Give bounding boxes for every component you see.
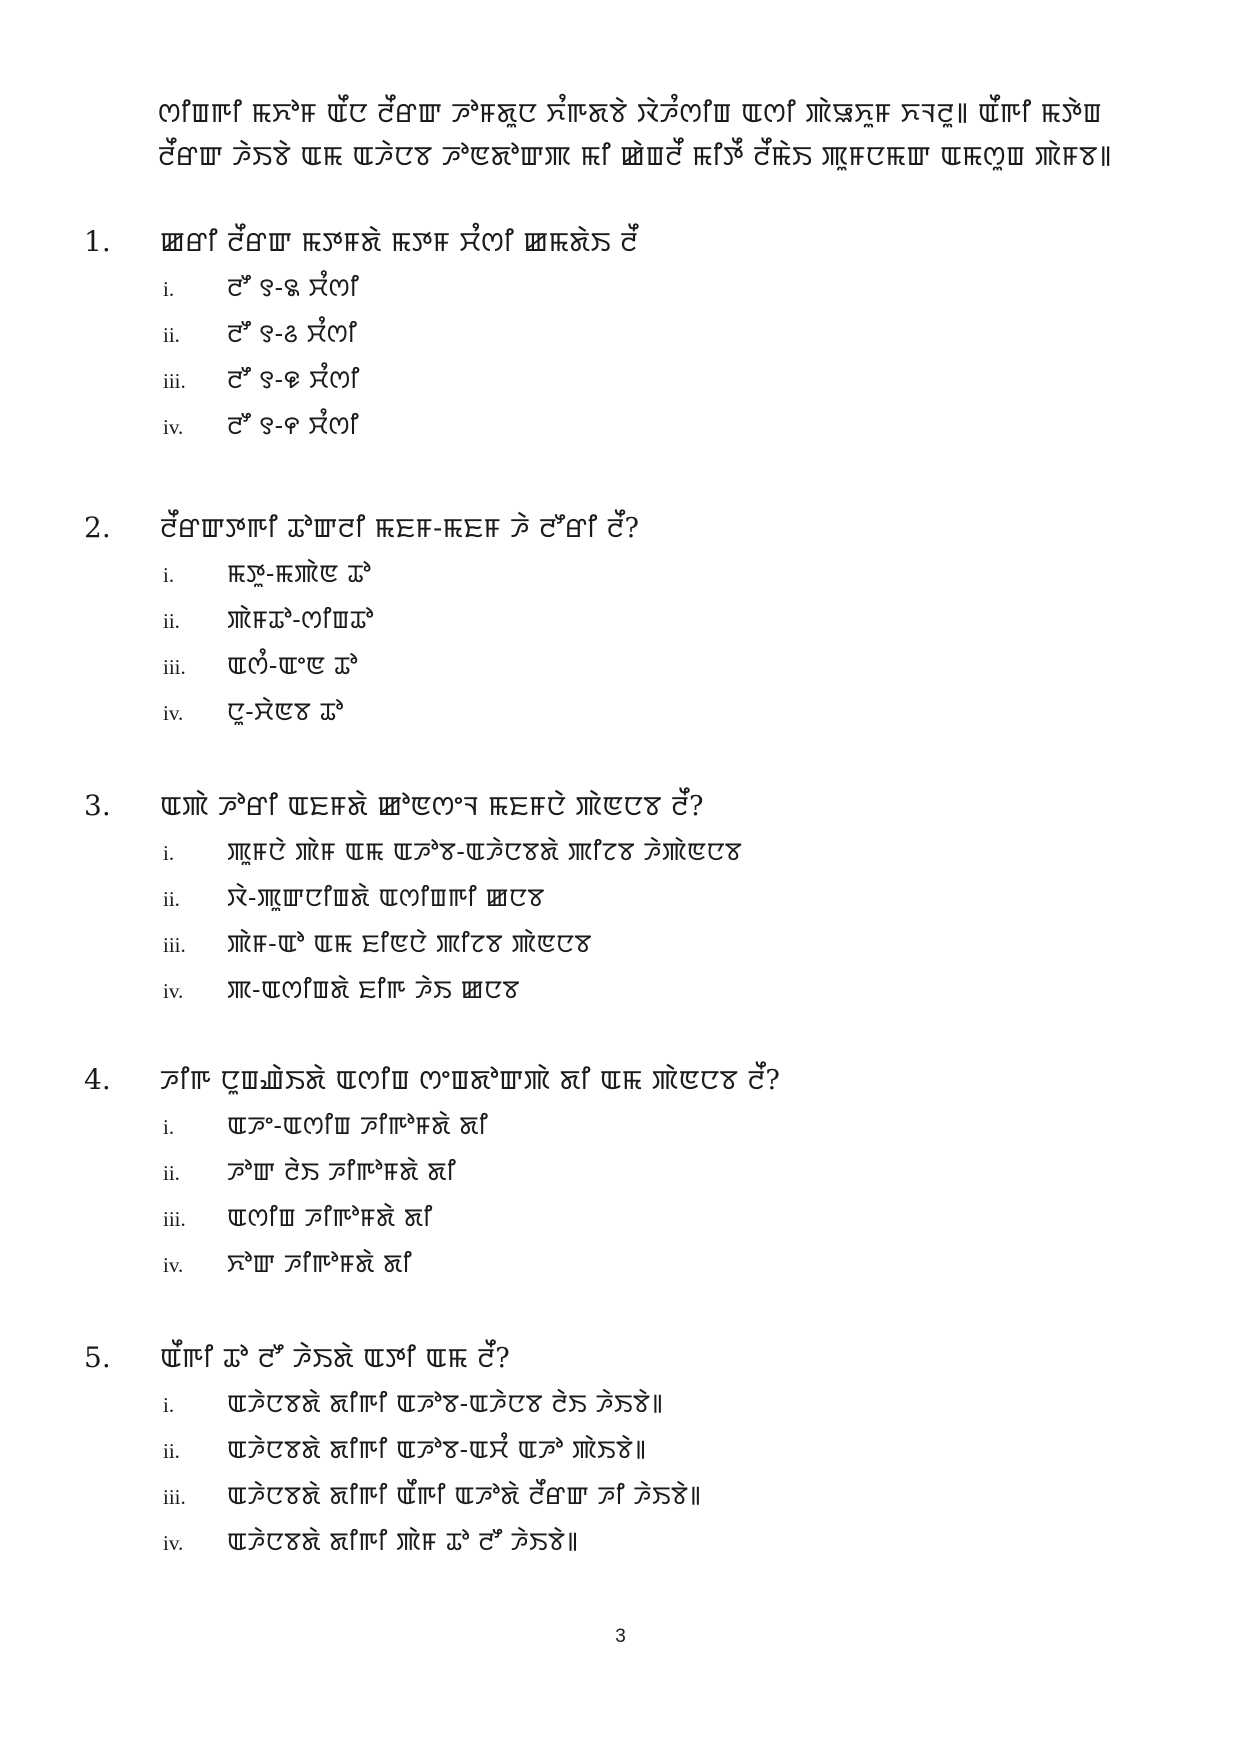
option-number: ii. — [163, 887, 180, 911]
option-text: ꯍꯣꯛ ꯂꯥꯏ ꯍꯤꯒꯣꯝꯗꯥ ꯗꯤ — [227, 1157, 457, 1186]
option-text: ꯑꯍꯥꯅꯕꯗꯥ ꯗꯤꯒꯤ ꯑꯍꯣꯕ-ꯑꯆꯪ ꯑꯍꯣ ꯄꯥꯏꯕꯥ꯫ — [227, 1435, 647, 1464]
option-item — [84, 880, 1184, 926]
option-number: i. — [163, 1393, 175, 1417]
option-item — [84, 556, 1184, 602]
option-number: ii. — [163, 1439, 180, 1463]
option-text: ꯄ-ꯑꯁꯤꯡꯗꯥ ꯐꯤꯒ ꯍꯥꯏ ꯀꯅꯕ — [227, 975, 520, 1004]
option-number: iv. — [163, 701, 184, 725]
option-item — [84, 316, 1184, 362]
option-item — [84, 972, 1184, 1018]
question-number: 5. — [84, 1341, 111, 1374]
option-item — [84, 362, 1184, 408]
option-item — [84, 1524, 1184, 1570]
question-text: ꯑꯩꯒꯤ ꯊꯣ ꯂꯧ ꯍꯥꯏꯗꯥ ꯑꯇꯤ ꯑꯃ ꯂꯩ? — [160, 1343, 511, 1374]
option-text: ꯑꯍꯦ-ꯑꯁꯤꯡ ꯍꯤꯒꯣꯝꯗꯥ ꯗꯤ — [227, 1111, 489, 1140]
option-item — [84, 1432, 1184, 1478]
option-number: i. — [163, 277, 175, 301]
option-number: iii. — [163, 655, 186, 679]
option-number: iii. — [163, 933, 186, 957]
option-text: ꯋꯥ-ꯄꯨꯛꯅꯤꯡꯗꯥ ꯑꯁꯤꯡꯒꯤ ꯀꯅꯕ — [227, 883, 545, 912]
option-item — [84, 1200, 1184, 1246]
option-number: ii. — [163, 323, 180, 347]
option-item — [84, 270, 1184, 316]
option-text: ꯄꯥꯝ-ꯑꯣ ꯑꯃ ꯐꯤꯟꯅꯥ ꯄꯤꯖꯕ ꯄꯥꯟꯅꯕ — [227, 929, 592, 958]
option-text: ꯂꯧ ꯱-꯲ ꯆꯪꯁꯤ — [227, 273, 360, 302]
option-number: i. — [163, 841, 175, 865]
question-2 — [84, 508, 1184, 740]
option-number: i. — [163, 563, 175, 587]
option-item — [84, 1246, 1184, 1292]
option-text: ꯈꯣꯛ ꯍꯤꯒꯣꯝꯗꯥ ꯗꯤ — [227, 1249, 413, 1278]
option-number: iii. — [163, 1485, 186, 1509]
option-item — [84, 926, 1184, 972]
option-item — [84, 1386, 1184, 1432]
option-text: ꯂꯧ ꯱-꯴ ꯆꯪꯁꯤ — [227, 319, 358, 348]
question-number: 1. — [84, 225, 111, 258]
page-number: 3 — [615, 1626, 626, 1647]
option-text: ꯑꯁꯪ-ꯑꯦꯟ ꯊꯣ — [227, 651, 358, 680]
option-item — [84, 1108, 1184, 1154]
option-number: iv. — [163, 1531, 184, 1555]
option-item — [84, 1478, 1184, 1524]
question-number: 2. — [84, 511, 111, 544]
option-text: ꯄꯨꯝꯅꯥ ꯄꯥꯝ ꯑꯃ ꯑꯍꯣꯕ-ꯑꯍꯥꯅꯕꯗꯥ ꯄꯤꯖꯕ ꯍꯥꯄꯥꯟꯅꯕ — [227, 837, 743, 866]
option-text: ꯂꯧ ꯱-꯵ ꯆꯪꯁꯤ — [227, 411, 360, 440]
option-item — [84, 834, 1184, 880]
option-text: ꯂꯧ ꯱-꯶ ꯆꯪꯁꯤ — [227, 365, 360, 394]
option-number: iv. — [163, 1253, 184, 1277]
question-3 — [84, 786, 1184, 1018]
option-text: ꯅꯨ-ꯆꯥꯟꯕ ꯊꯣ — [227, 697, 344, 726]
option-item — [84, 648, 1184, 694]
question-4 — [84, 1060, 1184, 1292]
option-number: iv. — [163, 415, 184, 439]
option-item — [84, 1154, 1184, 1200]
question-number: 4. — [84, 1063, 111, 1096]
question-text: ꯂꯩꯔꯛꯇꯒꯤ ꯊꯣꯛꯂꯤ ꯃꯐꯝ-ꯃꯐꯝ ꯍꯥ ꯂꯧꯔꯤ ꯂꯩ? — [160, 513, 640, 544]
option-text: ꯑꯁꯤꯡ ꯍꯤꯒꯣꯝꯗꯥ ꯗꯤ — [227, 1203, 433, 1232]
question-text: ꯑꯄꯥ ꯍꯣꯔꯤ ꯑꯐꯝꯗꯥ ꯀꯣꯟꯁꯦꯜ ꯃꯐꯝꯅꯥ ꯄꯥꯟꯅꯕ ꯂꯩ? — [160, 791, 705, 822]
option-item — [84, 408, 1184, 454]
question-1 — [84, 222, 1184, 454]
intro-paragraph: ꯁꯤꯡꯒꯤ ꯃꯈꯣꯝ ꯑꯩꯅ ꯂꯩꯔꯛ ꯍꯣꯝꯗꯨꯅ ꯈꯪꯒꯗꯕꯥ ꯋꯥꯍꯪꯁꯤꯡ ꯑꯁꯤ ꯄꯥꯎꯈꯨꯝ ꯈꯜꯂꯨ꯫ ꯑꯩꯒꯤ ꯃꯇꯥꯡ ꯂꯩꯔꯛ ꯍꯥꯏꯕꯥ ꯑꯃ ꯑꯍꯥꯅꯕ ꯍꯣꯟꯗꯣꯛꯄ ꯃꯤ ꯀꯥꯡꯂꯩ ꯃꯤꯇꯩ ꯂꯩꯃꯥꯏ ꯄꯨꯝꯅꯃꯛ ꯑꯃꯁꯨꯡ ꯄꯥꯝꯕ꯫ — [158, 98, 1113, 172]
option-text: ꯑꯍꯥꯅꯕꯗꯥ ꯗꯤꯒꯤ ꯑꯩꯒꯤ ꯑꯍꯣꯗꯥ ꯂꯩꯔꯛ ꯍꯤ ꯍꯥꯏꯕꯥ꯫ — [227, 1481, 702, 1510]
question-5 — [84, 1338, 1184, 1570]
option-number: iv. — [163, 979, 184, 1003]
question-number: 3. — [84, 789, 111, 822]
option-item — [84, 694, 1184, 740]
option-number: iii. — [163, 369, 186, 393]
option-text: ꯑꯍꯥꯅꯕꯗꯥ ꯗꯤꯒꯤ ꯑꯍꯣꯕ-ꯑꯍꯥꯅꯕ ꯂꯥꯏ ꯍꯥꯏꯕꯥ꯫ — [227, 1389, 664, 1418]
option-text: ꯃꯇꯨ-ꯃꯄꯥꯟ ꯊꯣ — [227, 559, 372, 588]
question-text: ꯍꯤꯒ ꯅꯨꯡꯉꯥꯏꯗꯥ ꯑꯁꯤꯡ ꯁꯦꯡꯗꯣꯛꯄꯥ ꯗꯤ ꯑꯃ ꯄꯥꯟꯅꯕ ꯂꯩ? — [160, 1065, 781, 1096]
option-number: ii. — [163, 609, 180, 633]
question-text: ꯀꯔꯤ ꯂꯩꯔꯛ ꯃꯇꯝꯗꯥ ꯃꯇꯝ ꯆꯪꯁꯤ ꯀꯃꯗꯥꯏ ꯂꯩ — [160, 227, 639, 258]
option-number: ii. — [163, 1161, 180, 1185]
option-text: ꯄꯥꯝꯊꯣ-ꯁꯤꯡꯊꯣ — [227, 605, 374, 634]
option-text: ꯑꯍꯥꯅꯕꯗꯥ ꯗꯤꯒꯤ ꯄꯥꯝ ꯊꯣ ꯂꯧ ꯍꯥꯏꯕꯥ꯫ — [227, 1527, 579, 1556]
option-item — [84, 602, 1184, 648]
option-number: iii. — [163, 1207, 186, 1231]
option-number: i. — [163, 1115, 175, 1139]
